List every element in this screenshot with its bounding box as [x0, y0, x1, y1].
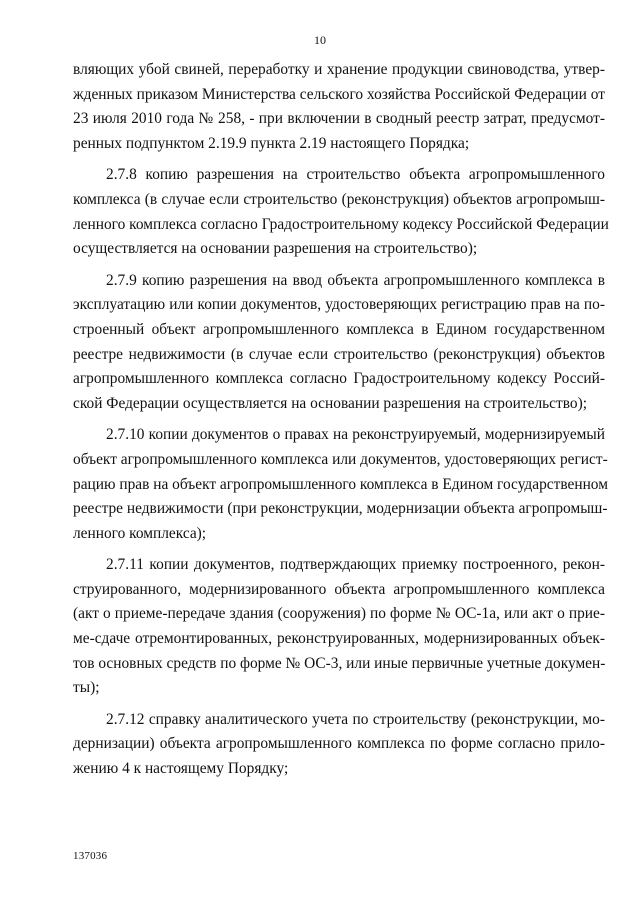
text-line: жению 4 к настоящему Порядку; — [73, 760, 289, 778]
paragraph — [73, 553, 605, 701]
text-line: объект агропромышленного комплекса или документов, удостоверяющих регист- — [73, 450, 608, 468]
text-line: ленного комплекса); — [73, 524, 207, 542]
paragraph — [73, 163, 609, 261]
text-line: осуществляется на основании разрешения на строительство); — [73, 240, 478, 258]
document-body — [73, 58, 609, 782]
paragraph — [73, 423, 608, 546]
text-line: ренных подпунктом 2.19.9 пункта 2.19 настоящего Порядка; — [73, 134, 470, 152]
text-line: 2.7.9 копию разрешения на ввод объекта агропромышленного комплекса в — [106, 271, 605, 289]
text-line: 2.7.11 копии документов, подтверждающих приемку построенного, рекон- — [106, 556, 605, 574]
text-line: комплекса (в случае если строительство (реконструкция) объектов агропромыш- — [73, 190, 605, 208]
document-code: 137036 — [73, 850, 108, 862]
paragraph — [73, 269, 605, 417]
text-line: вляющих убой свиней, переработку и хранение продукции свиноводства, утвер- — [73, 61, 605, 78]
text-line: ленного комплекса согласно Градостроительному кодексу Российской Федерации — [73, 215, 609, 233]
text-line: 2.7.10 копии документов о правах на реконструируемый, модернизируемый — [106, 426, 605, 444]
text-line: 2.7.12 справку аналитического учета по строительству (реконструкции, мо- — [106, 710, 605, 728]
text-line: эксплуатацию или копии документов, удостоверяющих регистрацию прав на по- — [73, 296, 605, 314]
text-line: тов основных средств по форме № ОС-3, или иные первичные учетные докумен- — [73, 654, 606, 672]
paragraph — [73, 708, 605, 782]
text-line: агропромышленного комплекса согласно Градостроительному кодексу Россий- — [73, 370, 605, 388]
text-line: 2.7.8 копию разрешения на строительство объекта агропромышленного — [106, 166, 605, 184]
text-line: ме-сдаче отремонтированных, реконструированных, модернизированных объек- — [73, 630, 605, 648]
text-line: реестре недвижимости (в случае если строительство (реконструкция) объектов — [73, 345, 605, 363]
paragraph — [73, 58, 605, 156]
text-line: струированного, модернизированного объекта агропромышленного комплекса — [73, 580, 605, 598]
text-line: ской Федерации осуществляется на основании разрешения на строительство); — [73, 394, 587, 412]
text-line: реестре недвижимости (при реконструкции, модернизации объекта агропромыш- — [73, 500, 608, 518]
text-line: жденных приказом Министерства сельского хозяйства Российской Федерации от — [73, 85, 605, 103]
text-line: 23 июля 2010 года № 258, - при включении в сводный реестр затрат, предусмот- — [73, 110, 605, 128]
text-line: (акт о приеме-передаче здания (сооружения) по форме № ОС-1а, или акт о прие- — [73, 605, 605, 623]
text-line: строенный объект агропромышленного комплекса в Едином государственном — [73, 320, 605, 338]
page-number: 10 — [314, 33, 326, 47]
text-line: дернизации) объекта агропромышленного комплекса по форме согласно прило- — [73, 735, 605, 753]
text-line: ты); — [73, 679, 100, 697]
text-line: рацию прав на объект агропромышленного комплекса в Едином государственном — [73, 475, 608, 493]
